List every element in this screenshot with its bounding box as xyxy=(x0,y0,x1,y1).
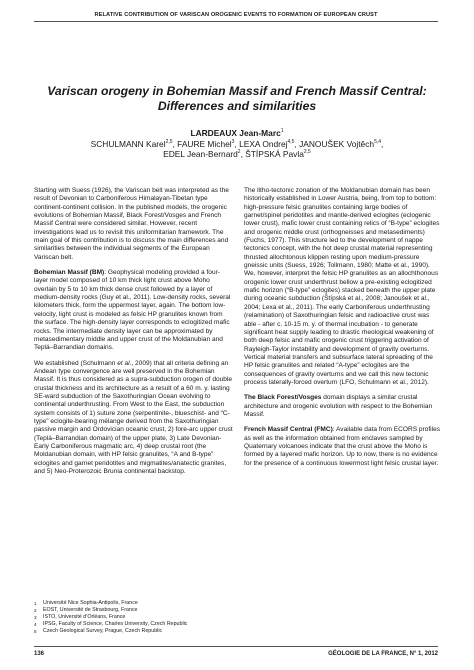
paragraph-french-massif-central xyxy=(244,426,443,468)
paragraph-black-forest xyxy=(244,394,443,419)
affiliation-number: 3 xyxy=(34,615,37,620)
running-header: RELATIVE CONTRIBUTION OF VARISCAN OROGENIC EVENTS TO FORMATION OF EUROPEAN CRUST xyxy=(34,12,438,22)
paragraph-andean-convergence xyxy=(34,360,233,477)
section-heading: Bohemian Massif (BM) xyxy=(34,269,105,277)
paragraph-text: We established (Schulmann xyxy=(34,359,118,367)
author-sup: 2,5 xyxy=(165,138,173,145)
author-line-1 xyxy=(34,139,440,150)
affiliation-item xyxy=(34,607,294,614)
lead-author xyxy=(34,128,440,139)
affiliation-number: 2 xyxy=(34,608,37,613)
author-sup: 2,5 xyxy=(303,149,311,156)
author-sup: 2 xyxy=(237,149,241,156)
title-line-2: Differences and similarities xyxy=(157,99,317,113)
citation-etal: et al. xyxy=(117,359,132,367)
author-name: , FAURE Michel xyxy=(172,138,232,149)
affiliations xyxy=(34,600,294,635)
author-name: EDEL Jean-Bernard xyxy=(163,149,238,160)
author-sup: 3 xyxy=(231,138,235,145)
author-separator: , xyxy=(381,138,384,149)
affiliation-item xyxy=(34,628,294,635)
paragraph-text: domain displays a similar crustal architecture and orogenic evolution with respect to the Bohemian Massif. xyxy=(244,394,433,418)
paragraph-bohemian-massif xyxy=(34,269,233,352)
section-heading: French Massif Central (FMC) xyxy=(244,426,333,434)
author-name: , JANOUŠEK Vojtěch xyxy=(294,138,375,149)
affiliation-item xyxy=(34,614,294,621)
author-name: , LEXA Ondrej xyxy=(234,138,288,149)
affiliation-text: ISTO, Université d’Orléans, France xyxy=(43,614,126,620)
paragraph-moldanubian: The litho-tectonic zonation of the Moldanubian domain has been historically established in Lower Austria, being, from top to bottom: high-pressure felsic granulites containing large bodies of garnet/spinel peridotites and mantle-derived eclogites (eclogenic lower crust), mafic lower crust containing relics of “B-type” eclogites and orogenic middle crust (orthogneisses and metasediments) (Fuchs, 1977). This structure led to the development of nappe tectonics concept, with the hot deep crustal material representing thrusted allochtonous klippen resting upon medium-pressure gneissic units (Suess, 1926; Tollmann, 1980; Matte et al., 1990). We, however, interpret the felsic HP granulites as an allochthonous orogenic lower crust underthrust bellow a pre-existing eclogitized mafic horizon (“B-type” eclogites) stacked beneath the upper plate during oceanic subduction (Štípská et al., 2008; Janoušek et al., 2004; Lexa et al., 2011). The early Carboniferous underthrusting (relamination) of Saxothuringian felsic and radioactive crust was able - after c. 10-15 m. y. of thermal incubation - to generate significant heat supply leading to drastic rheological weakening of both deep felsic and mafic orogenic crust triggering activation of Rayleigh-Taylor instability and development of gravity overturns. Vertical material transfers and subsurface lateral spreading of the HP felsic granulites and related “A-type” eclogites are the consequences of gravity overturns and we call this new tectonic process laterally-forced overturn (LFO, Schulmann et al., 2012). xyxy=(244,187,440,386)
paragraph-text: , 2009) that all criteria defining an Andean type convergence are well preserved in the Bohemian Massif. It is thus considered as a supra-subduction orogen of double crustal thickness and its architecture as a result of a 60 m. y. lasting SE-ward subduction of the Saxothuringian Ocean evolving to continental underthrusting. From West to the East, the subduction system consists of 1) suture zone (serpentinite-, blueschist- and “C-type” eclogite-bearing mélange derived from the Saxothuringian passive margin and Ordovician oceanic crust, 2) fore-arc upper crust (Teplá–Barrandian domain) of the upper plate, 3) Late Devonian-Early Carboniferous magmatic arc, 4) deep crustal root (the Moldanubian domain, with HP felsic granulites, “A and B-type” eclogites and garnet peridotites and migmatites/anatectic granites, and 5) Neo-Proterozoic Brunia continental backstop. xyxy=(34,359,233,475)
affiliation-text: Czech Geological Survey, Prague, Czech Republic xyxy=(43,628,163,634)
footer-divider xyxy=(34,646,438,647)
author-line-2 xyxy=(34,149,440,160)
author-block xyxy=(34,128,440,160)
affiliation-item xyxy=(34,600,294,607)
journal-name: GÉOLOGIE DE LA FRANCE, N° 1, 2012 xyxy=(328,651,438,657)
page-number: 136 xyxy=(34,651,45,657)
paragraph-text: : Available data from ECORS profiles as well as the information obtained from enclaves sampled by Quaternary volcanoes indicate that the crust above the Moho is formed by a layered mafic horizon. Up to now, there is no evidence for the presence of a continuous lowermost light felsic crustal layer. xyxy=(244,426,440,467)
section-heading: The Black Forest/Vosges xyxy=(244,394,322,402)
affiliation-text: IPSG, Faculty of Science, Charles University, Czech Republic xyxy=(43,621,188,627)
lead-author-sup: 1 xyxy=(280,128,284,135)
paragraph-text: : Geophysical modeling provided a four-layer model composed of 10 km thick light crust above Moho overlain by 5 to 10 km thick dense crust followed by a layer of medium-density rocks (Guy et al., 2011). Low-density rocks, several kilometers thick, form the uppermost layer, again. The bottom low-velocity, light crust is modeled as felsic HP granulites known from the surface. The high-density layer corresponds to eclogitized mafic rocks. The intermediate density layer can be approximated by metasedimentary middle and upper crust of the Moldanubian and Teplá–Barrandian domains. xyxy=(34,269,231,352)
affiliation-number: 1 xyxy=(34,601,37,606)
lead-author-name: LARDEAUX Jean-Marc xyxy=(190,128,281,138)
author-sup: 5,4 xyxy=(374,138,382,145)
author-name: SCHULMANN Karel xyxy=(90,138,166,149)
affiliation-text: Université Nice Sophia-Antipolis, France xyxy=(43,600,138,606)
title-line-1: Variscan orogeny in Bohemian Massif and French Massif Central: xyxy=(47,84,427,98)
affiliation-number: 5 xyxy=(34,629,37,634)
left-column xyxy=(34,187,233,483)
paper-title xyxy=(34,84,440,114)
affiliation-number: 4 xyxy=(34,622,37,627)
paragraph-intro: Starting with Suess (1926), the Variscan belt was interpreted as the result of Devonian to Carboniferous Himalayan-Tibetan type continent-continent collision. In the published models, the orogenic evolutions of Bohemian Massif, Black Forest/Vosges and French Massif Central were considered similar. However, recent investigations lead us to revisit this uniformitarian framework. The main goal of this contribution is to discuss the main differences and similarities between the individual segments of the European Variscan belt. xyxy=(34,187,229,261)
affiliation-text: EOST, Université de Strasbourg, France xyxy=(43,607,138,613)
right-column xyxy=(244,187,443,475)
affiliation-item xyxy=(34,621,294,628)
author-sup: 4,5 xyxy=(287,138,295,145)
author-name: , ŠTÍPSKÁ Pavla xyxy=(240,149,304,160)
